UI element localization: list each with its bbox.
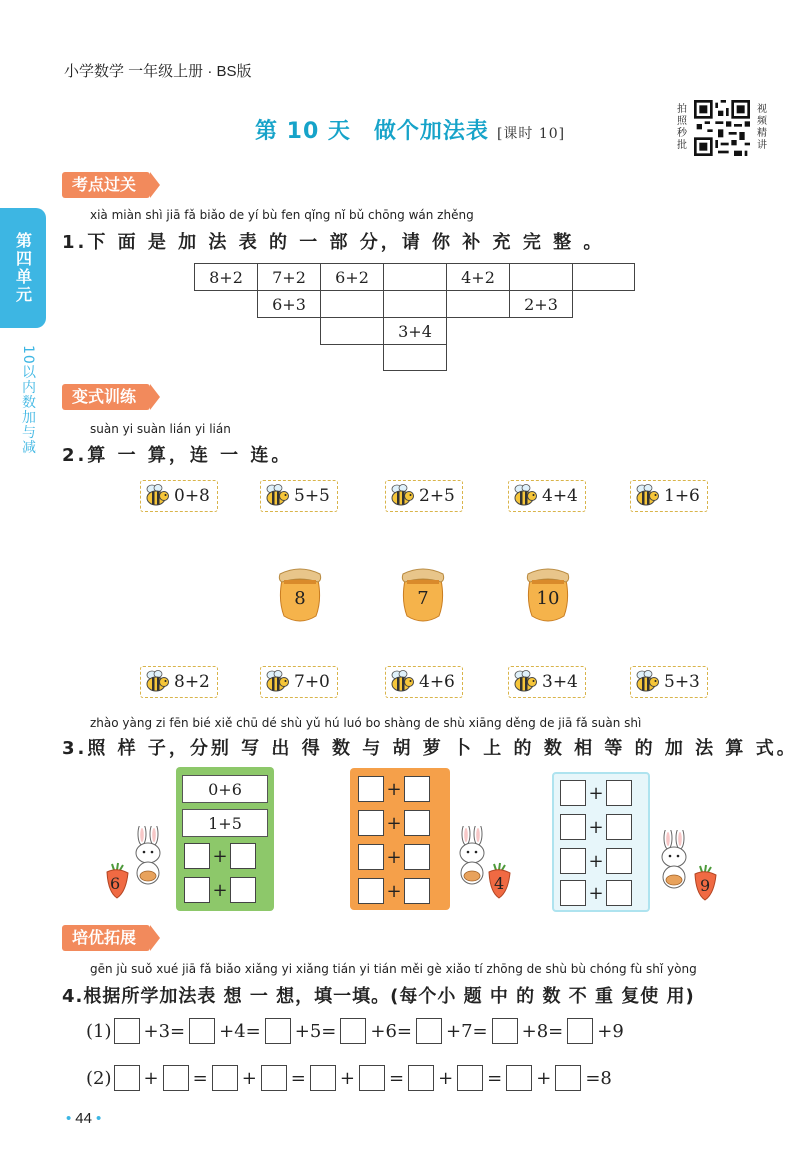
bee-card[interactable] (508, 480, 586, 512)
answer-box[interactable] (560, 814, 586, 840)
jar-number: 7 (417, 588, 429, 609)
carrot (692, 864, 720, 902)
answer-box[interactable] (560, 780, 586, 806)
q4-line-2 (86, 1065, 614, 1091)
q4-pinyin: gēn jù suǒ xué jiā fǎ biǎo xiǎng yi xiǎng tián yi tián měi gè xiǎo tí zhōng de shù bù chóng fù shǐ yòng (90, 962, 697, 976)
plus-sign: + (386, 880, 402, 902)
operator: + (143, 1067, 159, 1089)
table-cell-blank[interactable] (320, 317, 384, 345)
book-header: 小学数学 一年级上册 · BS版 (64, 63, 252, 80)
answer-box[interactable] (606, 780, 632, 806)
answer-box[interactable] (606, 880, 632, 906)
bee-expression: 0+8 (174, 486, 210, 506)
page-title (255, 114, 565, 145)
table-cell: 8+2 (194, 263, 258, 291)
bee-icon (143, 483, 173, 509)
operator: = (487, 1067, 503, 1089)
answer-box[interactable] (114, 1065, 140, 1091)
answer-box[interactable] (230, 843, 256, 869)
rabbit-icon (126, 826, 172, 896)
bee-expression: 3+4 (542, 672, 578, 692)
example-expression: 0+6 (182, 775, 268, 803)
title-main: 第 10 天 做个加法表 (255, 119, 489, 144)
answer-row (560, 848, 632, 874)
honey-jar[interactable] (276, 566, 324, 624)
operator: +9 (597, 1020, 624, 1042)
answer-box[interactable] (457, 1065, 483, 1091)
bee-expression: 7+0 (294, 672, 330, 692)
plus-sign: + (212, 879, 228, 901)
bee-icon (633, 669, 663, 695)
table-cell: 6+3 (257, 290, 321, 318)
answer-box[interactable] (408, 1065, 434, 1091)
lesson-label: [课时 10] (496, 126, 566, 142)
example-expression: 1+5 (182, 809, 268, 837)
section-tag-kaodian: 考点过关 (62, 172, 150, 198)
answer-box[interactable] (506, 1065, 532, 1091)
bee-card[interactable] (260, 480, 338, 512)
bee-icon (388, 669, 418, 695)
honey-jar[interactable] (524, 566, 572, 624)
bee-expression: 8+2 (174, 672, 210, 692)
answer-row (560, 814, 632, 840)
plus-sign: + (212, 845, 228, 867)
table-cell-blank[interactable] (383, 263, 447, 291)
bee-card[interactable] (385, 480, 463, 512)
answer-box[interactable] (310, 1065, 336, 1091)
answer-box[interactable] (404, 810, 430, 836)
bee-card[interactable] (630, 666, 708, 698)
answer-box[interactable] (230, 877, 256, 903)
qr-right-text: 视频精讲 (757, 104, 767, 151)
unit-subtitle: 10以内数加与减 (20, 345, 36, 455)
plus-sign: + (386, 846, 402, 868)
carrot-number: 9 (700, 876, 711, 895)
table-cell-blank[interactable] (383, 290, 447, 318)
answer-box[interactable] (340, 1018, 366, 1044)
answer-row (184, 877, 256, 903)
green-panel (176, 767, 274, 911)
answer-box[interactable] (404, 776, 430, 802)
carrot-number: 4 (494, 874, 505, 893)
bee-card[interactable] (630, 480, 708, 512)
answer-row (358, 878, 430, 904)
answer-box[interactable] (404, 844, 430, 870)
answer-box[interactable] (492, 1018, 518, 1044)
plus-sign: + (588, 850, 604, 872)
bee-card[interactable] (508, 666, 586, 698)
plus-sign: + (588, 882, 604, 904)
table-cell: 3+4 (383, 317, 447, 345)
answer-box[interactable] (358, 776, 384, 802)
table-cell: 6+2 (320, 263, 384, 291)
q3-text: 3.照 样 子，分别 写 出 得 数 与 胡 萝 卜 上 的 数 相 等 的 加 法 算 式。 (62, 738, 798, 759)
answer-box[interactable] (560, 880, 586, 906)
operator: +6= (370, 1020, 412, 1042)
answer-row (358, 844, 430, 870)
section-tag-peiyou: 培优拓展 (62, 925, 150, 951)
bee-expression: 5+5 (294, 486, 330, 506)
honey-jar[interactable] (399, 566, 447, 624)
q1-text: 1.下 面 是 加 法 表 的 一 部 分，请 你 补 充 完 整 。 (62, 232, 605, 253)
operator: +5= (294, 1020, 337, 1042)
bee-icon (511, 669, 541, 695)
operator: = (388, 1067, 405, 1089)
answer-box[interactable] (265, 1018, 291, 1044)
operator: =8 (585, 1067, 612, 1089)
q3-pinyin: zhào yàng zi fēn bié xiě chū dé shù yǔ hú luó bo shàng de shù xiāng děng de jiā fǎ suàn shì (90, 716, 642, 730)
carrot (486, 862, 514, 900)
bee-card[interactable] (140, 480, 218, 512)
answer-row (560, 780, 632, 806)
bee-icon (263, 483, 293, 509)
answer-row (184, 843, 256, 869)
plus-sign: + (386, 812, 402, 834)
answer-box[interactable] (189, 1018, 215, 1044)
table-cell: 7+2 (257, 263, 321, 291)
q1-pinyin: xià miàn shì jiā fǎ biǎo de yí bù fen qǐng nǐ bǔ chōng wán zhěng (90, 208, 474, 222)
unit-tab[interactable]: 第四单元 (0, 208, 46, 328)
answer-box[interactable] (163, 1065, 189, 1091)
bee-icon (263, 669, 293, 695)
operator: + (241, 1067, 257, 1089)
bee-icon (143, 669, 173, 695)
bee-expression: 2+5 (419, 486, 455, 506)
line-label: (1) (86, 1020, 112, 1042)
bee-expression: 4+4 (542, 486, 578, 506)
bee-card[interactable] (260, 666, 338, 698)
bee-icon (633, 483, 663, 509)
answer-box[interactable] (555, 1065, 581, 1091)
q2-pinyin: suàn yi suàn lián yi lián (90, 422, 231, 436)
table-cell: 4+2 (446, 263, 510, 291)
q4-text: 4.根据所学加法表 想 一 想，填一填。(每个小 题 中 的 数 不 重 复使 用) (62, 986, 695, 1007)
operator: +3= (143, 1020, 186, 1042)
jar-number: 8 (294, 588, 306, 609)
jar-number: 10 (536, 588, 560, 609)
qr-block[interactable] (674, 100, 770, 158)
answer-box[interactable] (560, 848, 586, 874)
table-cell-blank[interactable] (320, 290, 384, 318)
operator: +4= (219, 1020, 261, 1042)
table-cell-blank[interactable] (446, 290, 510, 318)
q2-text: 2.算 一 算，连 一 连。 (62, 445, 293, 466)
answer-box[interactable] (358, 810, 384, 836)
page-number: • 44 • (66, 1110, 102, 1127)
operator: + (536, 1067, 552, 1089)
qr-left-text: 拍照秒批 (677, 104, 687, 151)
bee-icon (388, 483, 418, 509)
operator: = (290, 1067, 306, 1089)
operator: +8= (521, 1020, 564, 1042)
answer-box[interactable] (184, 877, 210, 903)
answer-row (358, 776, 430, 802)
plus-sign: + (588, 816, 604, 838)
plus-sign: + (588, 782, 604, 804)
plus-sign: + (386, 778, 402, 800)
table-cell-blank[interactable] (572, 263, 635, 291)
answer-box[interactable] (184, 843, 210, 869)
table-cell-blank[interactable] (383, 344, 447, 371)
answer-row (560, 880, 632, 906)
carrot (104, 862, 132, 900)
answer-box[interactable] (212, 1065, 238, 1091)
answer-box[interactable] (114, 1018, 140, 1044)
answer-box[interactable] (358, 878, 384, 904)
answer-box[interactable] (261, 1065, 287, 1091)
q4-line-1 (86, 1018, 626, 1044)
bee-expression: 5+3 (664, 672, 700, 692)
answer-box[interactable] (567, 1018, 593, 1044)
table-cell-blank[interactable] (509, 263, 573, 291)
answer-box[interactable] (404, 878, 430, 904)
bee-card[interactable] (385, 666, 463, 698)
page-number-value: 44 (75, 1110, 92, 1127)
bee-icon (511, 483, 541, 509)
teal-panel (552, 772, 650, 912)
bee-expression: 1+6 (664, 486, 700, 506)
qr-code-icon[interactable] (694, 100, 750, 156)
answer-row (358, 810, 430, 836)
table-cell: 2+3 (509, 290, 573, 318)
bee-card[interactable] (140, 666, 218, 698)
operator: + (438, 1067, 454, 1089)
operator: + (339, 1067, 355, 1089)
section-tag-bianshi: 变式训练 (62, 384, 150, 410)
answer-box[interactable] (359, 1065, 385, 1091)
answer-box[interactable] (358, 844, 384, 870)
answer-box[interactable] (606, 814, 632, 840)
carrot-number: 6 (110, 874, 121, 893)
bee-expression: 4+6 (419, 672, 455, 692)
line-label: (2) (86, 1067, 112, 1089)
answer-box[interactable] (606, 848, 632, 874)
orange-panel (350, 768, 450, 910)
operator: = (192, 1067, 208, 1089)
operator: +7= (446, 1020, 488, 1042)
answer-box[interactable] (416, 1018, 442, 1044)
